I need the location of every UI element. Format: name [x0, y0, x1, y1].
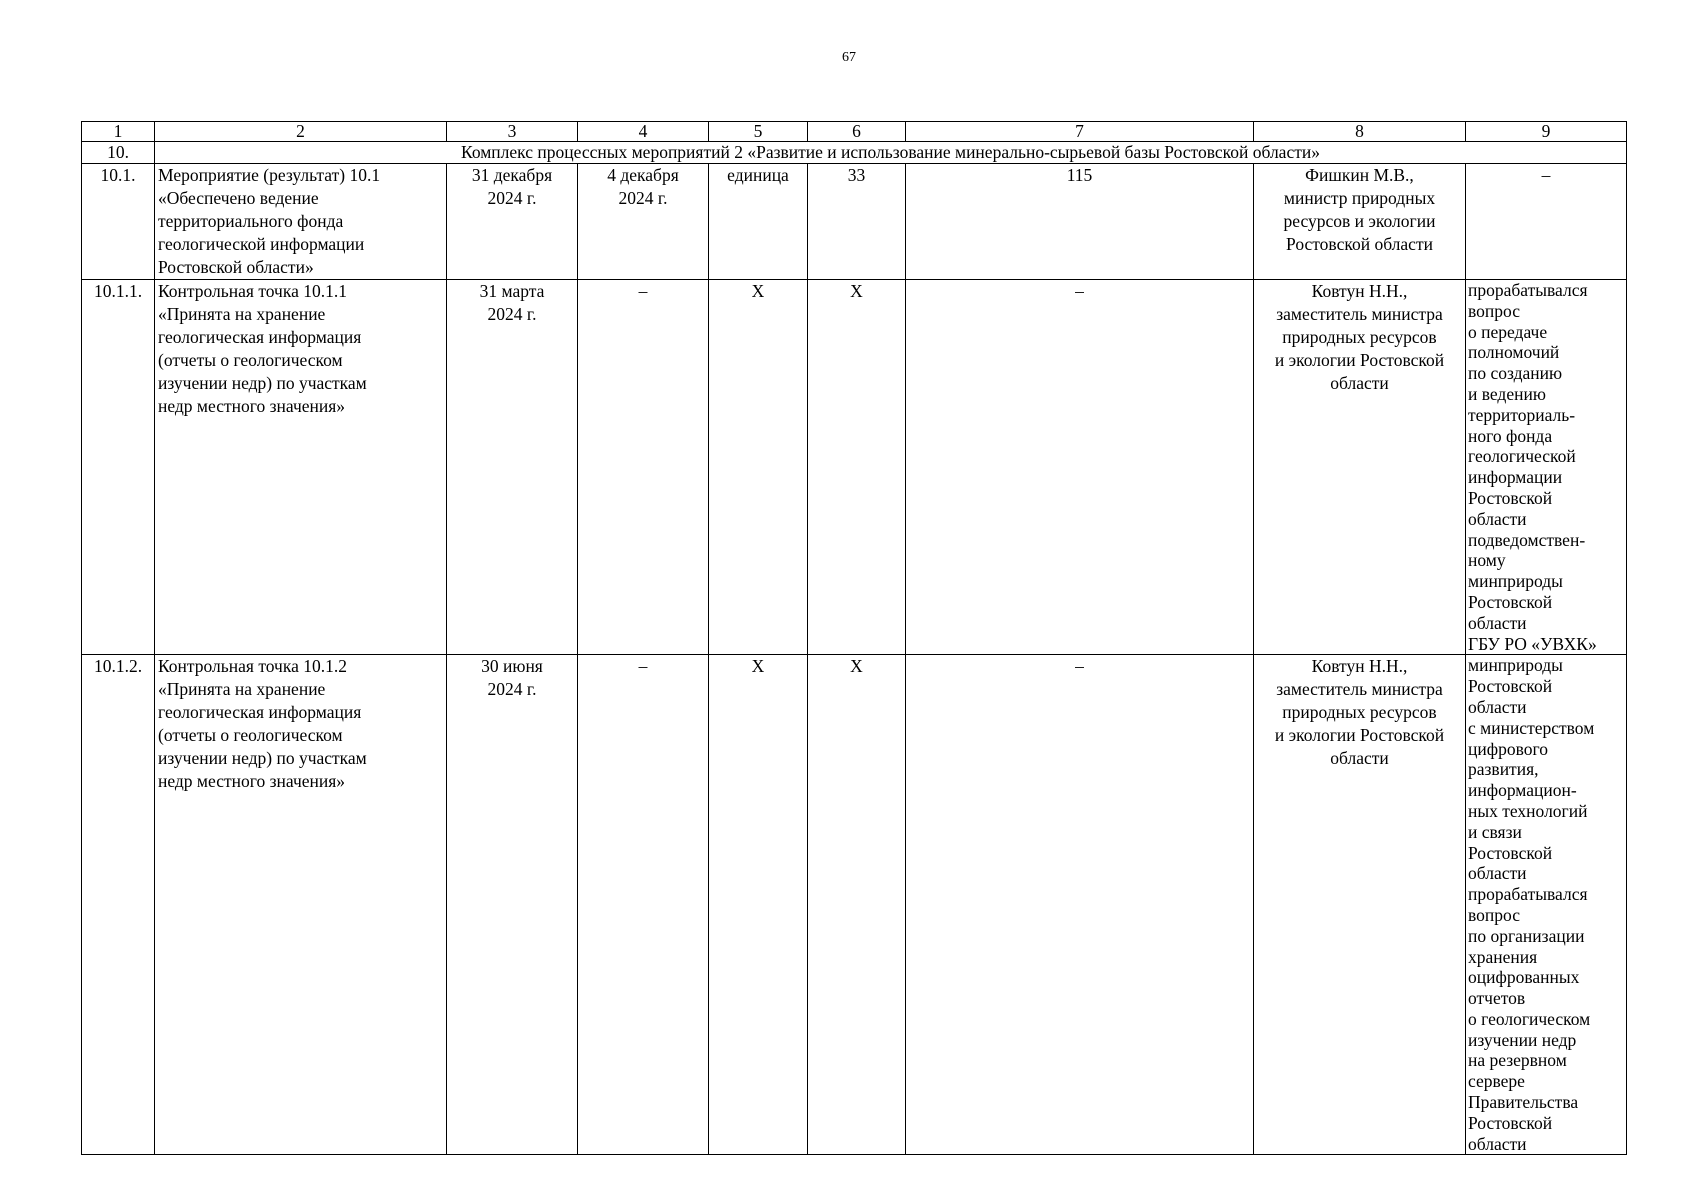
- note-line: отчетов: [1468, 988, 1526, 1009]
- responsible-line: Ковтун Н.Н.,: [1311, 656, 1408, 677]
- note-line: Ростовской: [1468, 591, 1553, 612]
- responsible-line: заместитель министра: [1276, 304, 1443, 324]
- responsible-line: заместитель министра: [1276, 679, 1443, 700]
- note-line: вопрос: [1468, 300, 1520, 321]
- column-number-row: [82, 122, 1627, 142]
- note-line: Ростовской: [1468, 676, 1553, 697]
- event-name-line: Ростовской области»: [158, 257, 314, 277]
- fact-value: –: [906, 655, 1254, 1155]
- note-line: информацион-: [1468, 780, 1577, 801]
- event-name: [155, 164, 447, 280]
- note-line: области: [1468, 1133, 1527, 1154]
- plan-date-line: 31 марта: [479, 281, 545, 301]
- event-name: [155, 280, 447, 655]
- plan-date: [447, 164, 578, 280]
- responsible-line: Фишкин М.В.,: [1305, 165, 1414, 185]
- event-name-line: недр местного значения»: [158, 396, 346, 416]
- row-number: 10.1.1.: [82, 280, 155, 655]
- note-line: подведомствен-: [1468, 529, 1586, 550]
- note-line: вопрос: [1468, 904, 1520, 925]
- event-name-line: Мероприятие (результат) 10.1: [158, 165, 381, 185]
- note-line: ГБУ РО «УВХК»: [1468, 633, 1597, 654]
- event-name-line: изучении недр) по участкам: [158, 748, 367, 769]
- unit: единица: [709, 164, 808, 280]
- note-line: ных технологий: [1468, 800, 1588, 821]
- note-line: с министерством: [1468, 717, 1595, 738]
- column-number: 7: [906, 122, 1254, 142]
- event-name-line: «Обеспечено ведение: [158, 188, 319, 208]
- column-number: 2: [155, 122, 447, 142]
- fact-date-line: 2024 г.: [618, 188, 668, 208]
- note-line: прорабатывался: [1468, 884, 1588, 905]
- plan-date-line: 2024 г.: [487, 188, 537, 208]
- event-name-line: геологическая информация: [158, 327, 362, 347]
- note-line: оцифрованных: [1468, 967, 1580, 988]
- event-name-line: (отчеты о геологическом: [158, 725, 343, 746]
- plan-date-line: 30 июня: [481, 656, 543, 677]
- responsible-line: природных ресурсов: [1282, 327, 1437, 347]
- column-number: 1: [82, 122, 155, 142]
- note-line: ного фонда: [1468, 425, 1553, 446]
- note-line: прорабатывался: [1468, 280, 1588, 300]
- responsible: [1254, 655, 1466, 1155]
- fact-value: –: [906, 280, 1254, 655]
- responsible-line: Ковтун Н.Н.,: [1311, 281, 1408, 301]
- note-line: ному: [1468, 550, 1506, 571]
- plan-date-line: 2024 г.: [487, 304, 537, 324]
- column-number: 9: [1466, 122, 1627, 142]
- section-row: [82, 142, 1627, 164]
- note-line: области: [1468, 696, 1527, 717]
- responsible-line: области: [1330, 748, 1389, 769]
- note-line: Ростовской: [1468, 842, 1553, 863]
- event-name: [155, 655, 447, 1155]
- event-name-line: геологическая информация: [158, 702, 362, 723]
- responsible: [1254, 280, 1466, 655]
- column-number: 4: [578, 122, 709, 142]
- table-row: [82, 655, 1627, 1155]
- note-line: Ростовской: [1468, 1112, 1553, 1133]
- note-line: о геологическом: [1468, 1008, 1591, 1029]
- fact-date: [578, 164, 709, 280]
- section-title: Комплекс процессных мероприятий 2 «Развитие и использование минерально-сырьевой базы Ростовской области»: [155, 142, 1627, 164]
- event-name-line: (отчеты о геологическом: [158, 350, 343, 370]
- section-number: 10.: [82, 142, 155, 164]
- note-line: –: [1541, 165, 1551, 185]
- column-number: 5: [709, 122, 808, 142]
- note-line: и ведению: [1468, 383, 1546, 404]
- note-line: цифрового: [1468, 738, 1548, 759]
- note-line: территориаль-: [1468, 404, 1576, 425]
- event-name-line: геологической информации: [158, 234, 365, 254]
- plan-value: Х: [808, 280, 906, 655]
- fact-date: [578, 280, 709, 655]
- unit: Х: [709, 280, 808, 655]
- event-name-line: Контрольная точка 10.1.1: [158, 281, 347, 301]
- report-table: [81, 121, 1627, 1155]
- unit: Х: [709, 655, 808, 1155]
- plan-date: [447, 280, 578, 655]
- note-line: и связи: [1468, 821, 1522, 842]
- note-line: изучении недр: [1468, 1029, 1577, 1050]
- note-line: на резервном: [1468, 1050, 1567, 1071]
- plan-date-line: 31 декабря: [471, 165, 553, 185]
- responsible-line: и экологии Ростовской: [1274, 725, 1445, 746]
- responsible-line: Ростовской области: [1286, 234, 1433, 254]
- note: [1466, 280, 1627, 655]
- plan-value: Х: [808, 655, 906, 1155]
- responsible-line: природных ресурсов: [1282, 702, 1437, 723]
- note-line: области: [1468, 508, 1527, 529]
- fact-date-line: –: [638, 656, 648, 677]
- event-name-line: Контрольная точка 10.1.2: [158, 656, 347, 677]
- event-name-line: «Принята на хранение: [158, 304, 326, 324]
- note-line: полномочий: [1468, 342, 1560, 363]
- responsible-line: и экологии Ростовской: [1274, 350, 1445, 370]
- responsible: [1254, 164, 1466, 280]
- event-name-line: «Принята на хранение: [158, 679, 326, 700]
- row-number: 10.1.: [82, 164, 155, 280]
- responsible-line: ресурсов и экологии: [1283, 211, 1436, 231]
- column-number: 8: [1254, 122, 1466, 142]
- note-line: по созданию: [1468, 363, 1563, 384]
- note-line: минприроды: [1468, 655, 1563, 676]
- note: [1466, 164, 1627, 280]
- note-line: хранения: [1468, 946, 1538, 967]
- note-line: Ростовской: [1468, 487, 1553, 508]
- event-name-line: недр местного значения»: [158, 771, 346, 792]
- note-line: о передаче: [1468, 321, 1548, 342]
- table-row: [82, 164, 1627, 280]
- event-name-line: изучении недр) по участкам: [158, 373, 367, 393]
- note: [1466, 655, 1627, 1155]
- fact-date: [578, 655, 709, 1155]
- row-number: 10.1.2.: [82, 655, 155, 1155]
- plan-date-line: 2024 г.: [487, 679, 537, 700]
- note-line: по организации: [1468, 925, 1585, 946]
- page-number: 67: [842, 50, 856, 65]
- note-line: геологической: [1468, 446, 1576, 467]
- note-line: Правительства: [1468, 1092, 1579, 1113]
- column-number: 3: [447, 122, 578, 142]
- responsible-line: области: [1330, 373, 1389, 393]
- responsible-line: министр природных: [1283, 188, 1436, 208]
- table-row: [82, 280, 1627, 655]
- event-name-line: территориального фонда: [158, 211, 344, 231]
- note-line: сервере: [1468, 1071, 1525, 1092]
- note-line: информации: [1468, 467, 1563, 488]
- note-line: области: [1468, 863, 1527, 884]
- fact-date-line: 4 декабря: [607, 165, 679, 185]
- plan-value: 33: [808, 164, 906, 280]
- column-number: 6: [808, 122, 906, 142]
- note-line: области: [1468, 612, 1527, 633]
- note-line: минприроды: [1468, 571, 1563, 592]
- plan-date: [447, 655, 578, 1155]
- note-line: развития,: [1468, 759, 1539, 780]
- fact-date-line: –: [638, 281, 648, 301]
- fact-value: 115: [906, 164, 1254, 280]
